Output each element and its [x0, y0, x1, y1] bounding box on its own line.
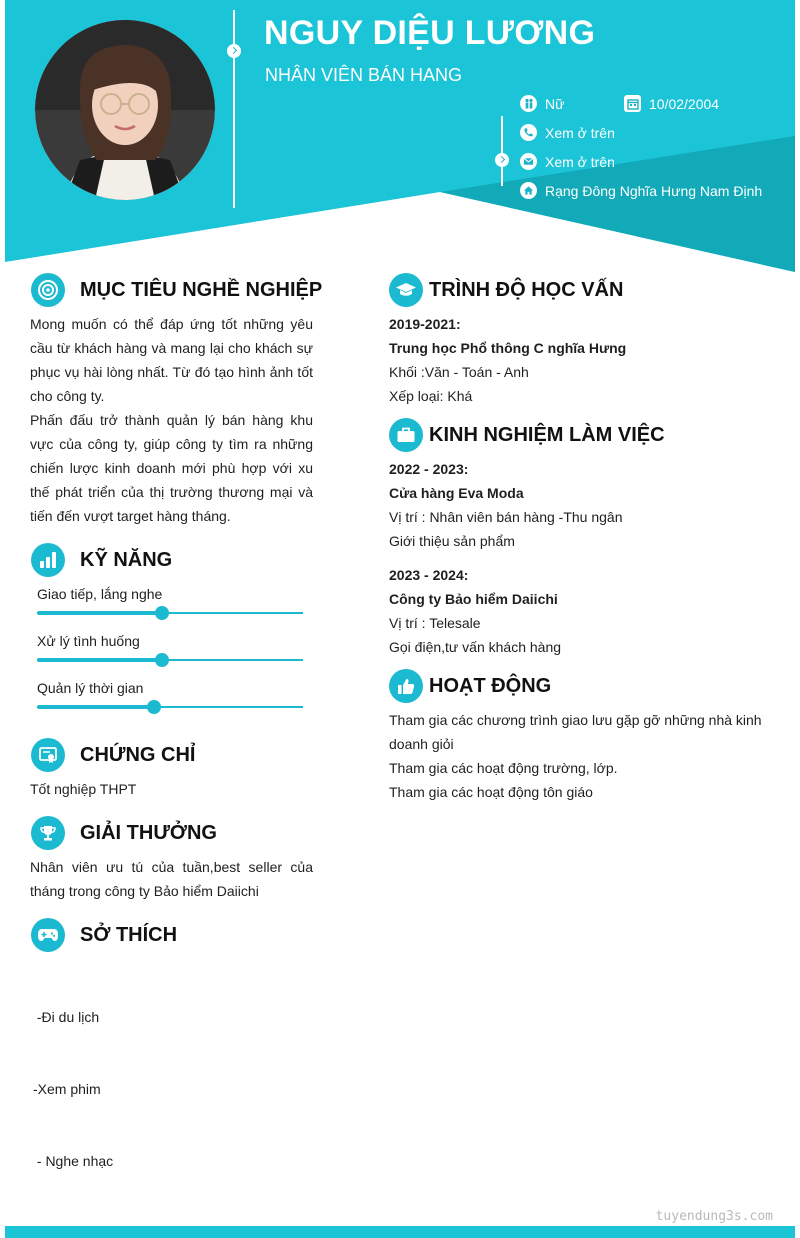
awards-heading — [31, 816, 217, 850]
awards-title: GIẢI THƯỞNG — [80, 821, 217, 844]
activity-item: Tham gia các hoạt động tôn giáo — [389, 784, 593, 800]
skills-heading — [31, 543, 172, 577]
watermark: tuyendung3s.com — [655, 1209, 773, 1224]
experience-entry — [389, 563, 769, 659]
certificate-icon — [31, 738, 65, 772]
education-heading — [389, 273, 623, 307]
objective-text — [30, 312, 313, 528]
activity-item: Tham gia các hoạt động trường, lớp. — [389, 760, 618, 776]
experience-detail: Gọi điện,tư vấn khách hàng — [389, 639, 562, 655]
hobby-item: -Xem phim — [33, 1081, 101, 1097]
objective-paragraph: Mong muốn có thể đáp ứng tốt những yêu cầu từ khách hàng và mang lại cho khách sự phục vụ hài lòng nhất. Từ đó tạo hình ảnh tốt cho công ty. — [30, 316, 313, 404]
avatar — [35, 20, 215, 200]
skill-knob — [155, 606, 169, 620]
skill-fill — [37, 611, 162, 615]
experience-period: 2023 - 2024: — [389, 567, 469, 583]
hobbies-list — [33, 957, 316, 1238]
experience-detail: Vị trí : Nhân viên bán hàng -Thu ngân — [389, 509, 623, 525]
activities-list — [389, 708, 769, 804]
address-info — [520, 182, 762, 199]
thumbs-up-icon — [389, 669, 423, 703]
phone-info — [520, 124, 615, 141]
skill-label: Quản lý thời gian — [37, 680, 144, 696]
experience-company: Cửa hàng Eva Moda — [389, 485, 524, 501]
birthdate-info — [624, 95, 719, 112]
education-title: TRÌNH ĐỘ HỌC VẤN — [429, 278, 624, 301]
phone-value: Xem ở trên — [545, 124, 615, 141]
experience-entry — [389, 457, 769, 553]
education-school: Trung học Phổ thông C nghĩa Hưng — [389, 340, 627, 356]
experience-period: 2022 - 2023: — [389, 461, 469, 477]
certificates-title: CHỨNG CHỈ — [80, 743, 196, 766]
hobby-item: - Nghe nhạc — [33, 1153, 114, 1169]
skills-title: KỸ NĂNG — [80, 548, 173, 571]
experience-title: KINH NGHIỆM LÀM VIỆC — [429, 423, 665, 446]
email-value: Xem ở trên — [545, 153, 615, 170]
education-period: 2019-2021: — [389, 316, 461, 332]
footer-bar — [5, 1226, 795, 1238]
address-value: Rạng Đông Nghĩa Hưng Nam Định — [545, 182, 763, 199]
home-icon — [520, 182, 537, 199]
hobby-item: -Đi du lịch — [33, 1009, 100, 1025]
skill-label: Giao tiếp, lắng nghe — [37, 586, 163, 602]
trophy-icon — [31, 816, 65, 850]
certificates-heading — [31, 738, 195, 772]
skill-knob — [155, 653, 169, 667]
briefcase-icon — [389, 418, 423, 452]
skill-label: Xử lý tình huống — [37, 633, 140, 649]
contact-divider — [501, 116, 503, 186]
gender-icon — [520, 95, 537, 112]
hobbies-title: SỞ THÍCH — [80, 923, 178, 946]
candidate-name: NGUY DIỆU LƯƠNG — [264, 14, 596, 52]
objective-paragraph: Phấn đấu trở thành quản lý bán hàng khu vực của công ty, giúp công ty tìm ra những chiến lược kinh doanh mới phù hợp với xu thế phát triển của thị trường thương mại và tiến đến vượt target hàng tháng. — [30, 412, 313, 524]
experience-detail: Vị trí : Telesale — [389, 615, 481, 631]
phone-icon — [520, 124, 537, 141]
candidate-position: NHÂN VIÊN BÁN HANG — [265, 65, 463, 85]
skill-knob — [147, 700, 161, 714]
graduation-cap-icon — [389, 273, 423, 307]
experience-heading — [389, 418, 665, 452]
objective-title: MỤC TIÊU NGHỀ NGHIỆP — [80, 278, 323, 301]
experience-company: Công ty Bảo hiểm Daiichi — [389, 591, 558, 607]
gamepad-icon — [31, 918, 65, 952]
skill-fill — [37, 705, 154, 709]
activity-item: Tham gia các chương trình giao lưu gặp gỡ những nhà kinh doanh giỏi — [389, 712, 762, 752]
bar-chart-icon — [31, 543, 65, 577]
certificates-text: Tốt nghiệp THPT — [30, 781, 137, 797]
contact-divider-marker — [495, 153, 509, 167]
gender-value: Nữ — [545, 95, 565, 112]
header-divider-marker — [227, 44, 241, 58]
activities-heading — [389, 669, 551, 703]
skill-fill — [37, 658, 162, 662]
header-divider — [233, 10, 235, 208]
objective-heading — [31, 273, 322, 307]
calendar-icon — [624, 95, 641, 112]
education-detail: Khối :Văn - Toán - Anh — [389, 364, 529, 380]
gender-info — [520, 95, 564, 112]
birthdate-value: 10/02/2004 — [649, 95, 720, 112]
target-icon — [31, 273, 65, 307]
education-entry — [389, 312, 769, 408]
email-icon — [520, 153, 537, 170]
email-info — [520, 153, 615, 170]
experience-detail: Giới thiệu sản phẩm — [389, 533, 515, 549]
hobbies-heading — [31, 918, 177, 952]
activities-title: HOẠT ĐỘNG — [429, 674, 552, 697]
awards-text: Nhân viên ưu tú của tuần,best seller của tháng trong công ty Bảo hiểm Daiichi — [30, 859, 313, 899]
education-detail: Xếp loại: Khá — [389, 388, 473, 404]
